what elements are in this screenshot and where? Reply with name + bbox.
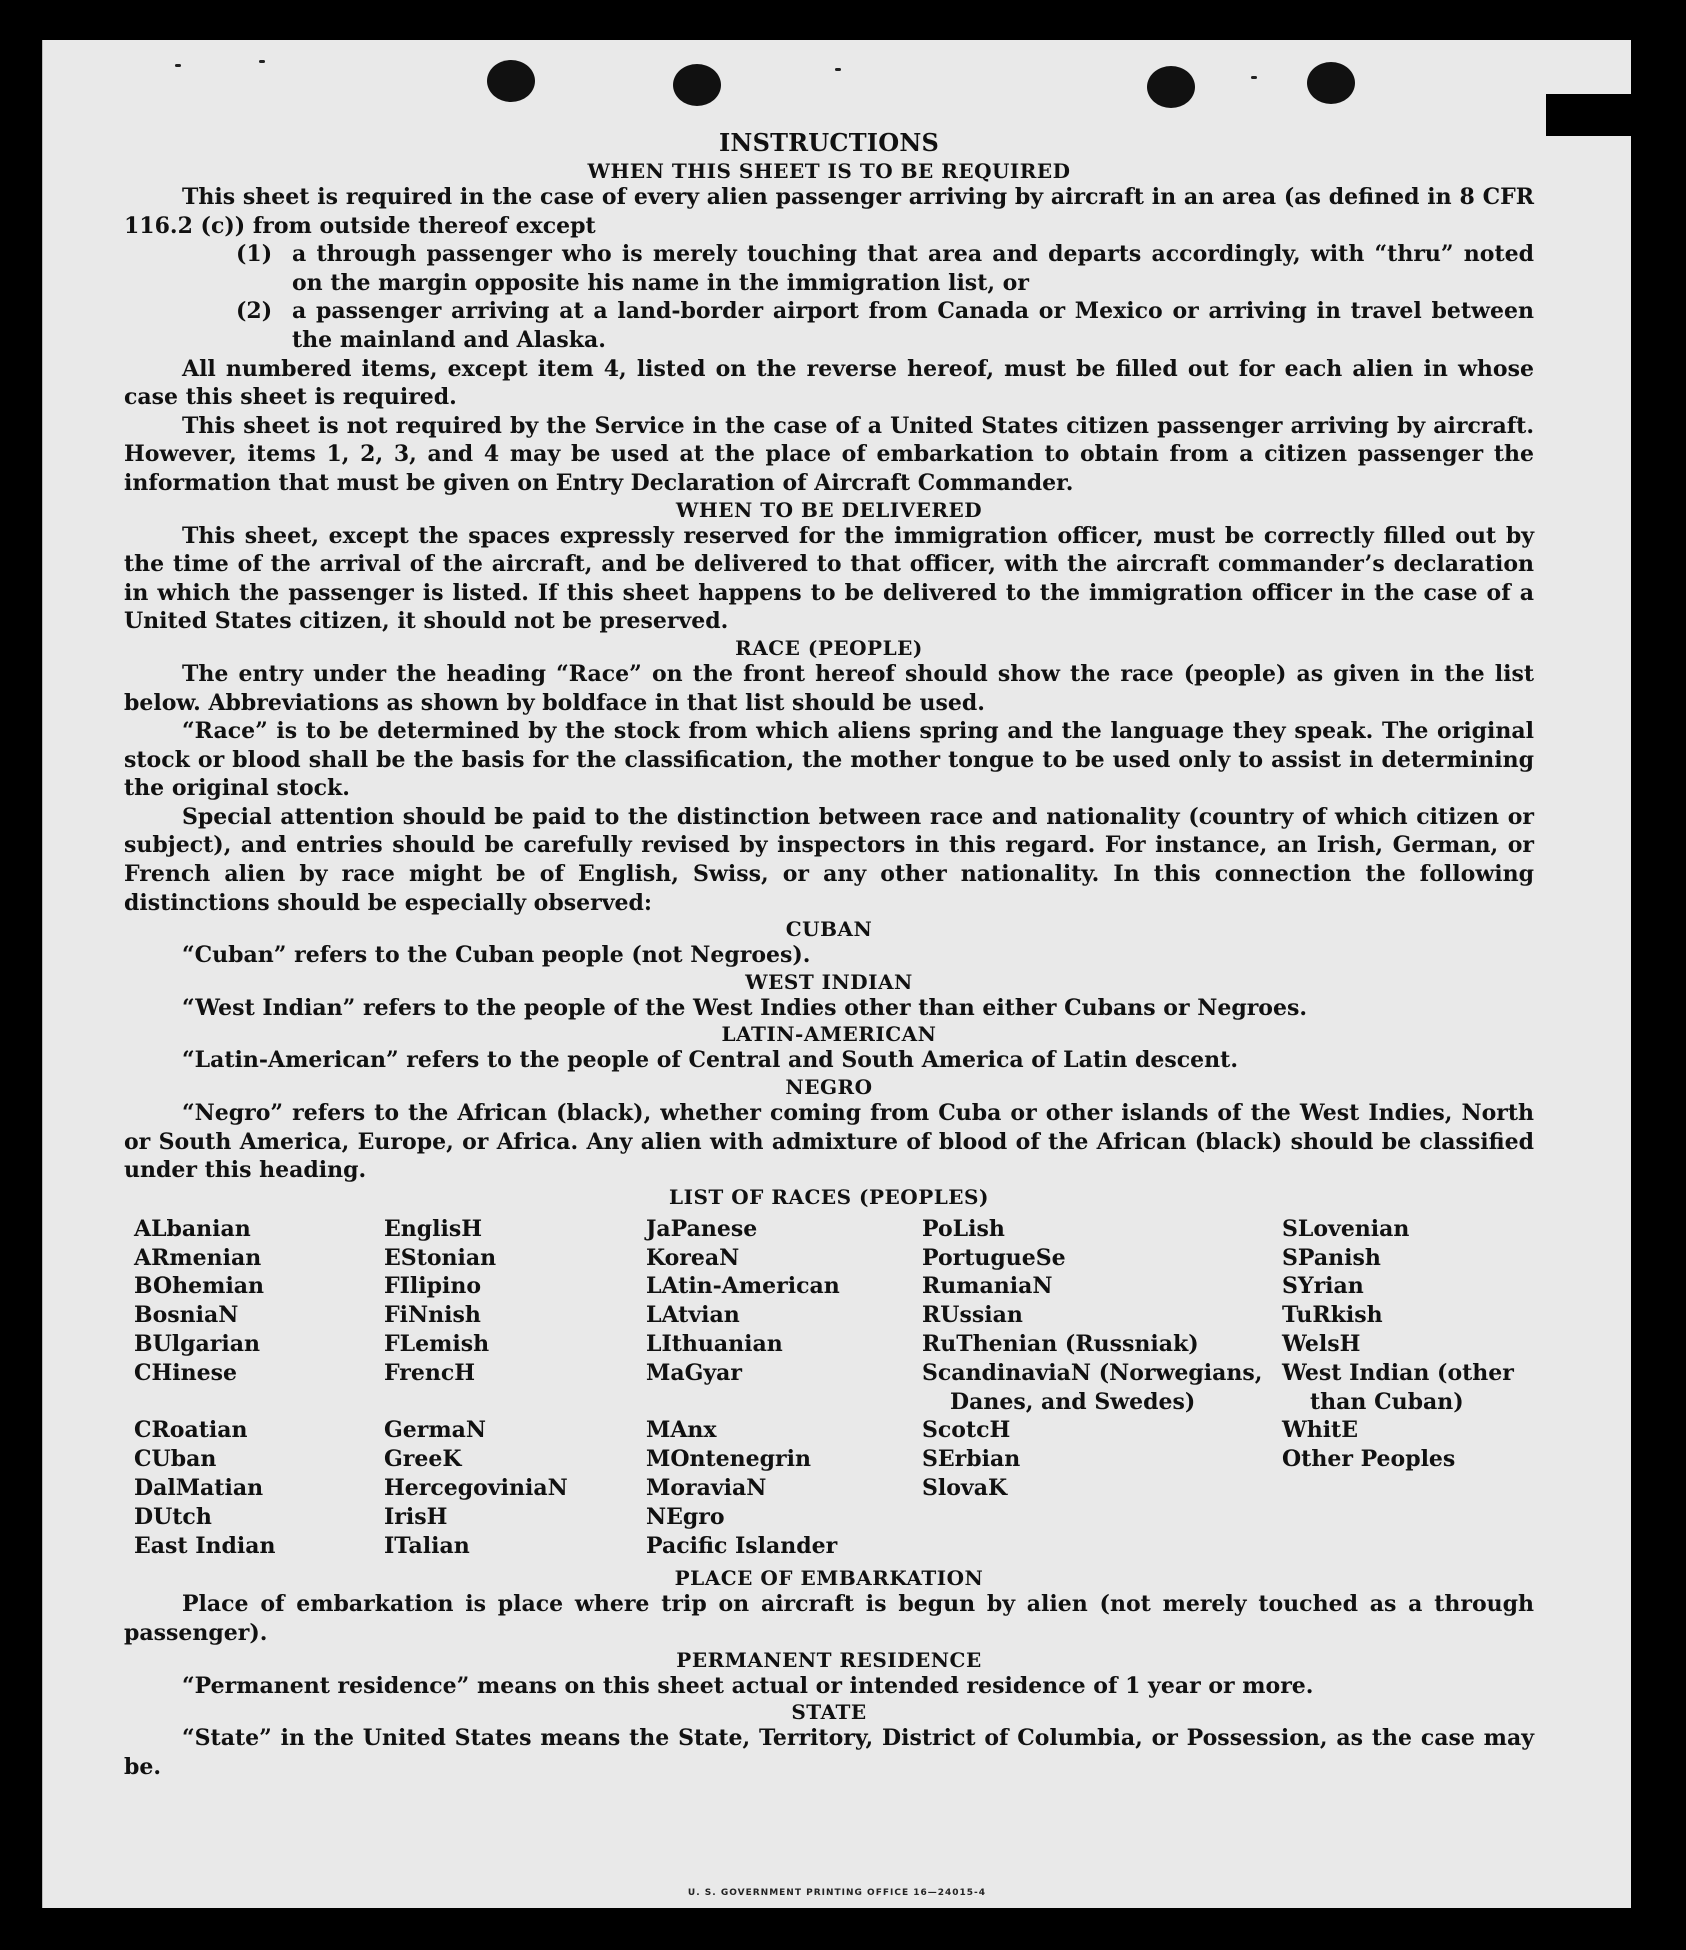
race-entry: CRoatian	[134, 1417, 248, 1444]
race-entry: Other Peoples	[1282, 1446, 1456, 1473]
race-entry: ALbanian	[134, 1215, 251, 1242]
race-entry: MOntenegrin	[646, 1446, 811, 1473]
paragraph-delivery: This sheet, except the spaces expressly reserved for the immigration officer, must be correctly filled out by the time of the arrival of the aircraft, and be delivered to that officer, with the aircraft commander’s declaration in which the passenger is listed. If this sheet happens to be delivered to the immigration officer in the case of a United States citizen, it should not be preserved.	[124, 522, 1534, 635]
race-entry: CHinese	[134, 1359, 238, 1386]
race-entry: FIlipino	[384, 1273, 482, 1300]
item-text: a through passenger who is merely touching that area and departs accordingly, with “thru” noted on the margin opposite his name in the immigration list, or	[292, 241, 1534, 296]
speck	[1251, 76, 1257, 79]
race-empty-cell	[922, 1532, 1282, 1561]
race-entry: PortugueSe	[922, 1244, 1066, 1271]
punch-hole	[487, 60, 535, 102]
race-entry: PoLish	[922, 1215, 1005, 1242]
race-entry: ARmenian	[134, 1244, 262, 1271]
race-entry: West Indian (other than Cuban)	[1282, 1359, 1514, 1415]
section-heading-west-indian: WEST INDIAN	[745, 969, 913, 994]
paragraph-west-indian: “West Indian” refers to the people of the West Indies other than either Cubans or Negroes.	[182, 994, 1308, 1021]
section-heading-negro: NEGRO	[785, 1075, 873, 1100]
paragraph-cuban: “Cuban” refers to the Cuban people (not Negroes).	[182, 942, 811, 969]
race-entry: LAtin-American	[646, 1273, 840, 1300]
races-list	[134, 1215, 1534, 1561]
race-entry: GreeK	[384, 1446, 462, 1473]
paragraph-permanent-residence: “Permanent residence” means on this sheet actual or intended residence of 1 year or more.	[182, 1672, 1314, 1699]
instructions-document	[124, 128, 1534, 1781]
race-entry: FiNnish	[384, 1302, 481, 1329]
race-entry: SPanish	[1282, 1244, 1381, 1271]
race-entry: JaPanese	[646, 1215, 758, 1242]
race-entry: RumaniaN	[922, 1273, 1053, 1300]
speck	[259, 60, 265, 63]
race-entry: DalMatian	[134, 1474, 264, 1501]
race-entry: ScandinaviaN (Norwegians, Danes, and Swedes)	[922, 1359, 1263, 1415]
race-entry: WhitE	[1282, 1417, 1358, 1444]
race-entry: TuRkish	[1282, 1302, 1383, 1329]
exception-item-2	[124, 297, 1534, 354]
document-title: INSTRUCTIONS	[719, 128, 939, 157]
race-entry: ITalian	[384, 1532, 470, 1559]
race-entry: DUtch	[134, 1503, 212, 1530]
race-empty-cell	[922, 1503, 1282, 1532]
race-entry: GermaN	[384, 1417, 487, 1444]
paragraph-negro: “Negro” refers to the African (black), whether coming from Cuba or other islands of the West Indies, North or South America, Europe, or Africa. Any alien with admixture of blood of the African (black) should be classified under this heading.	[124, 1100, 1534, 1184]
race-entry: KoreaN	[646, 1244, 740, 1271]
race-entry: MAnx	[646, 1417, 717, 1444]
race-entry: CUban	[134, 1446, 217, 1473]
race-empty-cell	[1282, 1503, 1544, 1532]
section-heading-delivered: WHEN TO BE DELIVERED	[675, 497, 983, 522]
race-empty-cell	[1282, 1532, 1544, 1561]
race-entry: NEgro	[646, 1503, 725, 1530]
race-entry: LIthuanian	[646, 1331, 783, 1357]
race-entry: East Indian	[134, 1532, 276, 1559]
paragraph-race-stock: “Race” is to be determined by the stock from which aliens spring and the language they speak. The original stock or blood shall be the basis for the classification, the mother tongue to be used only to assist in determining the original stock.	[124, 718, 1534, 802]
race-entry: BUlgarian	[134, 1331, 260, 1357]
section-heading-permanent-residence: PERMANENT RESIDENCE	[676, 1647, 982, 1672]
race-entry: HercegoviniaN	[384, 1474, 568, 1501]
section-heading-latin-american: LATIN-AMERICAN	[721, 1022, 937, 1047]
paragraph-citizen-passenger: This sheet is not required by the Service in the case of a United States citizen passenger arriving by aircraft. However, items 1, 2, 3, and 4 may be used at the place of embarkation to obtain from a citizen passenger the information that must be given on Entry Declaration of Aircraft Commander.	[124, 412, 1534, 496]
paragraph-latin-american: “Latin-American” refers to the people of Central and South America of Latin descent.	[182, 1047, 1238, 1074]
race-entry: BosniaN	[134, 1302, 239, 1329]
race-entry: FrencH	[384, 1359, 475, 1386]
item-number: (2)	[236, 298, 273, 325]
paragraph-state: “State” in the United States means the State, Territory, District of Columbia, or Possession, as the case may be.	[124, 1725, 1534, 1780]
punch-hole	[1147, 66, 1195, 108]
section-heading-embarkation: PLACE OF EMBARKATION	[674, 1566, 984, 1591]
race-entry: RUssian	[922, 1302, 1023, 1329]
race-entry: ScotcH	[922, 1417, 1011, 1444]
race-entry: IrisH	[384, 1503, 448, 1530]
exception-item-1	[124, 240, 1534, 297]
paragraph-required-intro: This sheet is required in the case of every alien passenger arriving by aircraft in an area (as defined in 8 CFR 116.2 (c)) from outside thereof except	[124, 184, 1534, 239]
punch-hole	[673, 64, 721, 106]
race-entry: MoraviaN	[646, 1474, 767, 1501]
speck	[175, 64, 181, 67]
paragraph-numbered-items: All numbered items, except item 4, listed on the reverse hereof, must be filled out for each alien in whose case this sheet is required.	[124, 355, 1534, 411]
race-entry: BOhemian	[134, 1273, 265, 1300]
speck	[835, 68, 841, 71]
race-entry: EStonian	[384, 1244, 497, 1271]
printing-office-footer: U. S. GOVERNMENT PRINTING OFFICE 16—24015-4	[687, 1888, 987, 1898]
section-heading-required: WHEN THIS SHEET IS TO BE REQUIRED	[587, 159, 1071, 183]
punch-hole	[1307, 62, 1355, 104]
section-heading-state: STATE	[791, 1700, 867, 1725]
race-entry: SlovaK	[922, 1474, 1008, 1501]
race-entry: SYrian	[1282, 1273, 1364, 1300]
race-entry: SLovenian	[1282, 1215, 1410, 1242]
race-empty-cell	[1282, 1474, 1544, 1503]
paragraph-embarkation: Place of embarkation is place where trip on aircraft is begun by alien (not merely touched as a through passenger).	[124, 1591, 1534, 1646]
corner-tab	[1546, 94, 1636, 136]
race-entry: EnglisH	[384, 1215, 483, 1242]
race-entry: FLemish	[384, 1331, 490, 1357]
section-heading-list-of-races: LIST OF RACES (PEOPLES)	[669, 1184, 989, 1209]
race-entry: WelsH	[1282, 1331, 1361, 1357]
item-number: (1)	[236, 241, 273, 268]
paragraph-race-nationality: Special attention should be paid to the distinction between race and nationality (country of which citizen or subject), and entries should be carefully revised by inspectors in this regard. For instance, an Irish, German, or French alien by race might be of English, Swiss, or any other nationality. In this connection the following distinctions should be especially observed:	[124, 803, 1534, 916]
section-heading-cuban: CUBAN	[785, 917, 873, 942]
race-entry: MaGyar	[646, 1359, 743, 1386]
race-entry: Pacific Islander	[646, 1532, 838, 1559]
paragraph-race-entry: The entry under the heading “Race” on the front hereof should show the race (people) as given in the list below. Abbreviations as shown by boldface in that list should be used.	[124, 660, 1534, 716]
race-entry: SErbian	[922, 1446, 1021, 1473]
section-heading-race: RACE (PEOPLE)	[735, 635, 923, 660]
item-text: a passenger arriving at a land-border airport from Canada or Mexico or arriving in travel between the mainland and Alaska.	[292, 298, 1534, 353]
race-entry: RuThenian (Russniak)	[922, 1331, 1199, 1357]
race-entry: LAtvian	[646, 1302, 740, 1329]
